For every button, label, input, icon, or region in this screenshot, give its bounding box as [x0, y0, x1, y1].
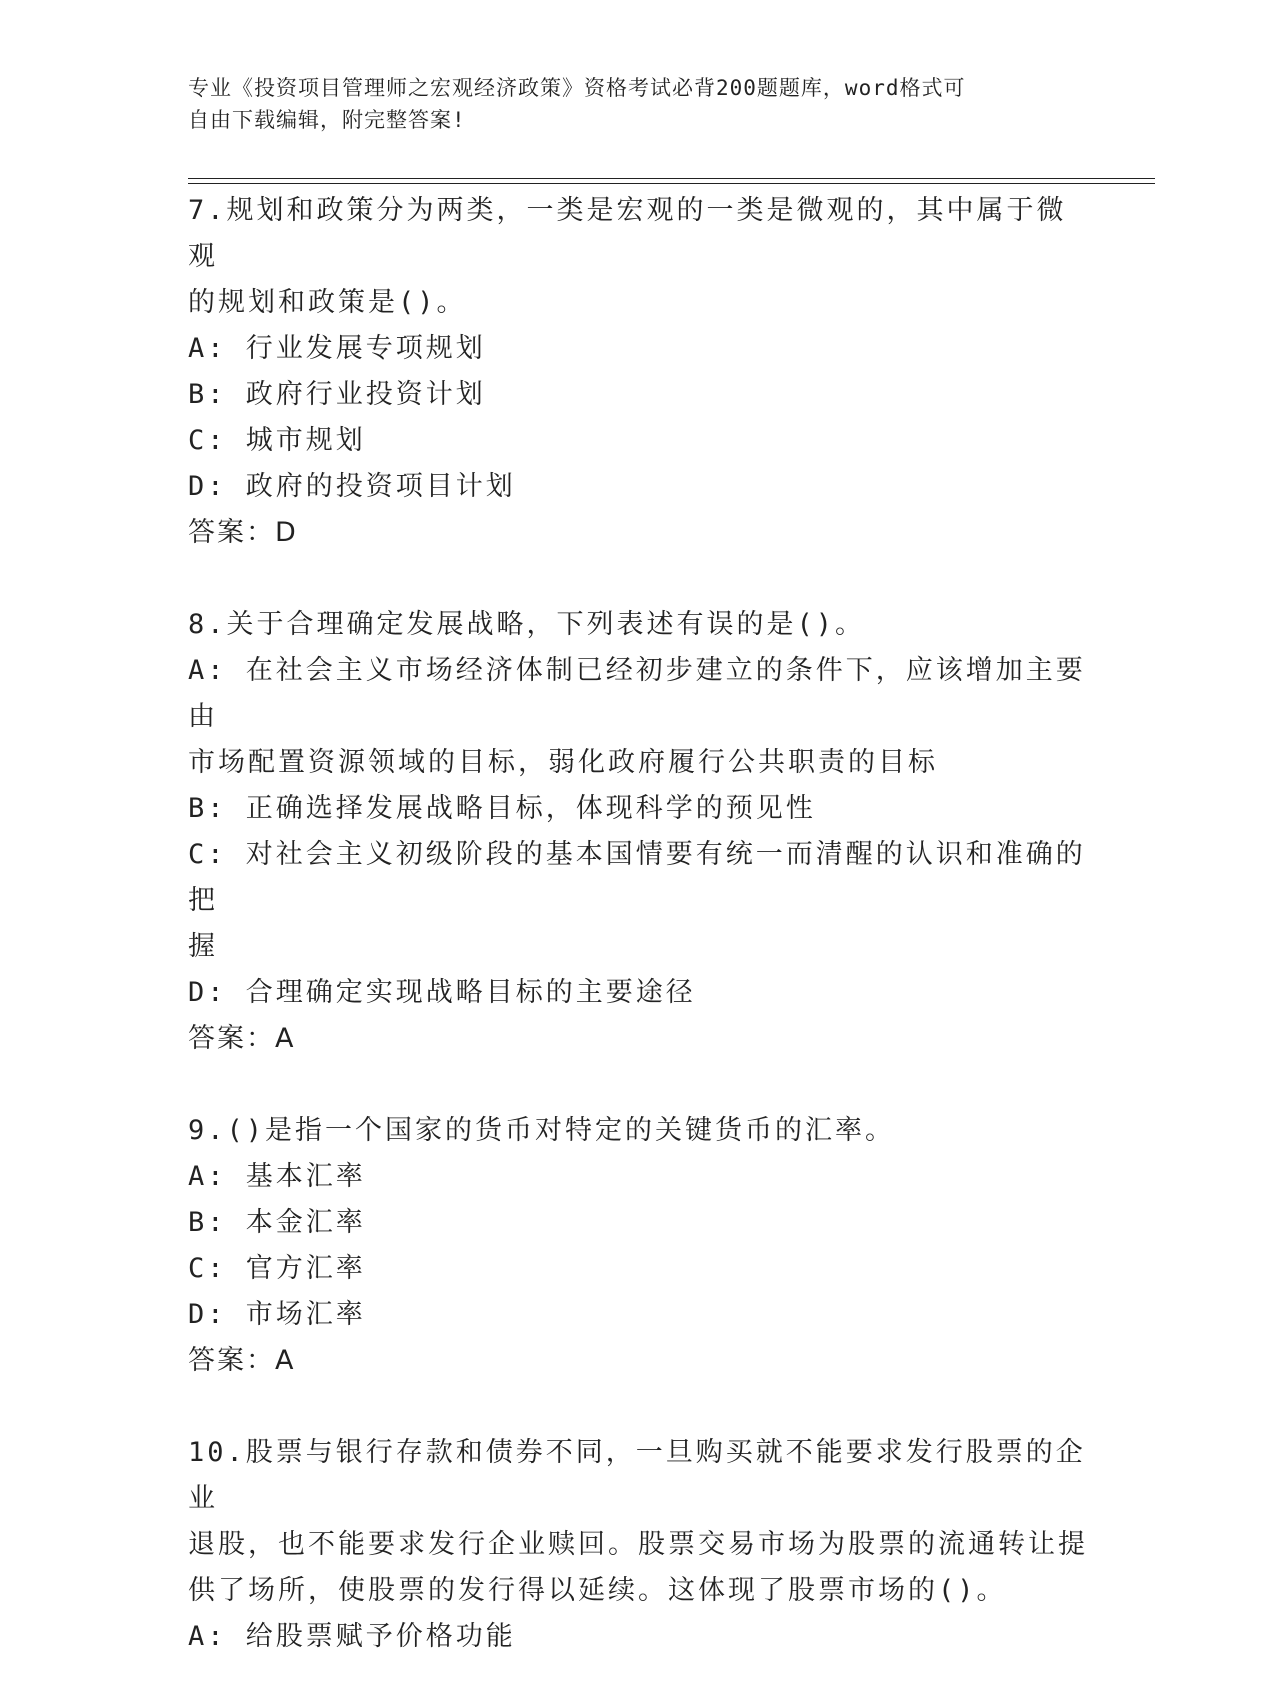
- question-10: [188, 1430, 1088, 1660]
- question-stem-line: 7.规划和政策分为两类，一类是宏观的一类是微观的，其中属于微观: [188, 195, 1067, 272]
- page-header: [188, 72, 1068, 136]
- option-a-continued: 市场配置资源领域的目标，弱化政府履行公共职责的目标: [188, 747, 938, 778]
- answer: 答案：A: [188, 1023, 296, 1054]
- option-b: B: 本金汇率: [188, 1207, 366, 1238]
- option-b: B: 政府行业投资计划: [188, 379, 486, 410]
- option-d: D: 合理确定实现战略目标的主要途径: [188, 977, 696, 1008]
- question-stem-line: 9.()是指一个国家的货币对特定的关键货币的汇率。: [188, 1115, 896, 1146]
- question-list: [188, 188, 1088, 1706]
- option-c-continued: 握: [188, 931, 218, 962]
- option-a: A: 给股票赋予价格功能: [188, 1621, 516, 1652]
- option-a: A: 行业发展专项规划: [188, 333, 486, 364]
- answer: 答案：A: [188, 1345, 296, 1376]
- option-c: C: 官方汇率: [188, 1253, 366, 1284]
- header-line-2: 自由下载编辑，附完整答案!: [188, 108, 466, 132]
- option-d: D: 市场汇率: [188, 1299, 366, 1330]
- option-c: C: 城市规划: [188, 425, 366, 456]
- answer: 答案：D: [188, 517, 298, 548]
- question-stem-line: 退股，也不能要求发行企业赎回。股票交易市场为股票的流通转让提: [188, 1529, 1088, 1560]
- question-8: [188, 602, 1088, 1062]
- header-divider: [188, 178, 1155, 179]
- question-stem-line: 8.关于合理确定发展战略，下列表述有误的是()。: [188, 609, 866, 640]
- option-d: D: 政府的投资项目计划: [188, 471, 516, 502]
- question-stem-line: 供了场所，使股票的发行得以延续。这体现了股票市场的()。: [188, 1575, 1007, 1606]
- option-a: A: 在社会主义市场经济体制已经初步建立的条件下，应该增加主要由: [188, 655, 1086, 732]
- header-divider-secondary: [188, 183, 1155, 184]
- question-stem-line: 10.股票与银行存款和债券不同，一旦购买就不能要求发行股票的企业: [188, 1437, 1086, 1514]
- question-stem-line: 的规划和政策是()。: [188, 287, 467, 318]
- option-a: A: 基本汇率: [188, 1161, 366, 1192]
- option-b: B: 正确选择发展战略目标，体现科学的预见性: [188, 793, 816, 824]
- question-7: [188, 188, 1088, 556]
- question-9: [188, 1108, 1088, 1384]
- header-line-1: 专业《投资项目管理师之宏观经济政策》资格考试必背200题题库，word格式可: [188, 76, 966, 100]
- option-c: C: 对社会主义初级阶段的基本国情要有统一而清醒的认识和准确的把: [188, 839, 1086, 916]
